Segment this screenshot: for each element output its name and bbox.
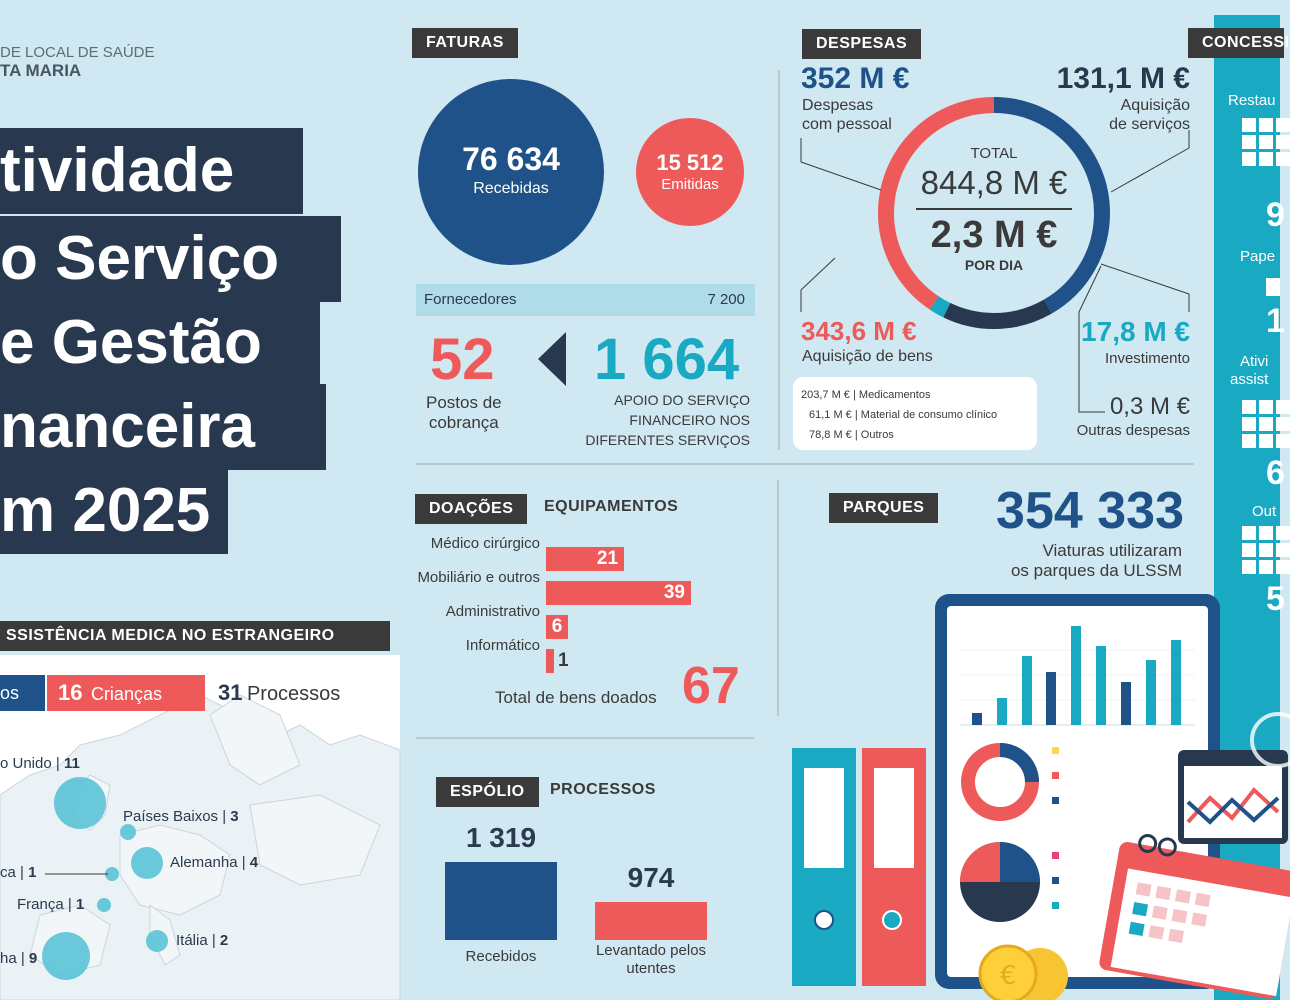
breakdown-label: Outros: [860, 429, 894, 441]
apoio-label: [560, 390, 750, 450]
title-line-5: m 2025: [0, 468, 228, 554]
country-value: 1: [28, 864, 37, 881]
doacao-value: 39: [663, 582, 685, 603]
levantado-value: 974: [627, 862, 675, 894]
processos-number: 31: [218, 680, 243, 705]
levantado-label-2: utentes: [626, 960, 676, 977]
concessoes-tag: CONCESSI: [1188, 28, 1284, 58]
criancas-box: [47, 675, 205, 711]
criancas-number: 16: [58, 680, 83, 705]
concessao-label-2: Pape: [1240, 248, 1276, 265]
breakdown-value: 203,7 M €: [801, 389, 850, 401]
breakdown-row: 78,8 M € | Outros: [809, 429, 894, 441]
breakdown-value: 61,1 M €: [809, 409, 852, 421]
per-day-label: POR DIA: [964, 257, 1024, 273]
doacao-label: Administrativo: [445, 603, 540, 620]
servicos-value: 131,1 M €: [1056, 62, 1190, 95]
svg-text:€: €: [1000, 961, 1017, 991]
country-value: 1: [75, 896, 85, 913]
apoio-label-1: APOIO DO SERVIÇO: [614, 392, 750, 408]
doacoes-chart: [390, 532, 730, 672]
netherlands-bubble: [120, 824, 136, 840]
country-label-it: [176, 932, 228, 949]
parques-tag: PARQUES: [829, 493, 938, 523]
bens-label: Aquisição de bens: [802, 348, 933, 365]
breakdown-value: 78,8 M €: [809, 429, 852, 441]
outras-label: Outras despesas: [1076, 422, 1190, 439]
france-bubble: [97, 898, 111, 912]
pessoal-label-1: Despesas: [802, 97, 874, 114]
arrow-left-icon: [538, 332, 566, 386]
country-label-be: [0, 864, 36, 881]
espolio-chart: [430, 820, 730, 990]
doacao-label: Informático: [465, 637, 540, 654]
country-name: ha |: [0, 950, 29, 967]
recebidas-circle: [418, 79, 604, 265]
apoio-number: 1 664: [594, 327, 740, 392]
total-bens-label: Total de bens doados: [495, 688, 657, 707]
assistencia-tag: SSISTÊNCIA MEDICA NO ESTRANGEIRO: [0, 621, 390, 651]
recebidas-number: 76 634: [462, 141, 560, 177]
concessao-label-3b: assist: [1230, 371, 1269, 388]
postos-label-2: cobrança: [428, 413, 499, 432]
apoio-label-3: DIFERENTES SERVIÇOS: [585, 432, 750, 448]
recebidas-label: Recebidas: [473, 180, 549, 197]
pessoal-label-2: com pessoal: [802, 116, 892, 133]
parques-label-1: Viaturas utilizaram: [1042, 541, 1182, 560]
country-name: Alemanha |: [170, 854, 250, 871]
country-label-fr: [17, 896, 84, 913]
parques-value: 354 333: [996, 482, 1184, 540]
servicos-label-2: de serviços: [1109, 116, 1190, 133]
concessao-label-1: Restau: [1228, 92, 1276, 109]
org-line-2: TA MARIA: [0, 61, 82, 80]
country-value: 4: [249, 854, 259, 871]
total-label: TOTAL: [970, 145, 1018, 162]
org-name: [0, 44, 155, 80]
criancas-label: Crianças: [90, 684, 162, 704]
adultos-label: os: [0, 683, 20, 703]
investimento-value: 17,8 M €: [1081, 316, 1190, 347]
country-value: 9: [28, 950, 38, 967]
apoio-label-2: FINANCEIRO NOS: [629, 412, 750, 428]
breakdown-row: 203,7 M € | Medicamentos: [801, 389, 931, 401]
papelaria-icon: [1266, 278, 1280, 296]
investimento-label: Investimento: [1104, 350, 1190, 367]
emitidas-label: Emitidas: [661, 176, 719, 193]
doacao-bar: [546, 649, 554, 673]
title-line-4: nanceira: [0, 384, 326, 470]
espolio-tag: ESPÓLIO: [436, 777, 539, 807]
org-line-1: DE LOCAL DE SAÚDE: [0, 44, 155, 61]
country-name: Países Baixos |: [123, 808, 231, 825]
parques-label: [960, 541, 1182, 581]
levantado-label: [580, 942, 722, 978]
doacao-value: 21: [596, 548, 619, 569]
concessao-label-3: [1230, 353, 1269, 389]
bens-value: 343,6 M €: [801, 316, 917, 346]
country-name: o Unido |: [0, 755, 64, 772]
doacao-value: 1: [558, 650, 569, 671]
servicos-label: [1040, 96, 1190, 134]
pessoal-value: 352 M €: [801, 62, 910, 95]
processos-subtag: PROCESSOS: [550, 781, 656, 798]
italy-bubble: [146, 930, 168, 952]
breakdown-row: 61,1 M € | Material de consumo clínico: [809, 409, 998, 421]
concessao-value-3: 6: [1266, 454, 1285, 492]
outras-value: 0,3 M €: [1109, 393, 1190, 420]
separator-vertical-top: [778, 70, 780, 450]
country-label-es: [0, 950, 37, 967]
postos-label: [426, 393, 502, 433]
country-value: 11: [63, 755, 80, 772]
total-value: 844,8 M €: [920, 164, 1068, 201]
outros-grid-icon: [1242, 526, 1290, 574]
equipamentos-subtag: EQUIPAMENTOS: [544, 498, 679, 515]
country-name: França |: [17, 896, 76, 913]
separator-horizontal-low: [416, 737, 754, 739]
emitidas-number: 15 512: [656, 150, 724, 175]
total-bens-value: 67: [682, 657, 740, 715]
doacao-value: 6: [551, 616, 563, 637]
breakdown-label: Medicamentos: [858, 389, 931, 401]
country-label-nl: [123, 808, 239, 825]
emitidas-circle: [636, 118, 744, 226]
finance-illustration: [790, 590, 1280, 1000]
processos-count: [218, 677, 340, 712]
atividades-grid-icon: [1242, 400, 1290, 448]
title-line-2: o Serviço: [0, 216, 341, 302]
faturas-tag: FATURAS: [412, 28, 518, 58]
title-line-1: tividade: [0, 128, 303, 214]
germany-bubble: [131, 847, 163, 879]
concessao-value-2: 1: [1266, 302, 1285, 340]
fornecedores-value: 7 200: [707, 291, 745, 308]
concessao-label-3a: Ativi: [1240, 353, 1269, 370]
recebidos-value: 1 319: [465, 822, 537, 853]
fornecedores-bar: [416, 284, 755, 316]
levantado-bar: [595, 902, 707, 940]
per-day-value: 2,3 M €: [930, 214, 1058, 256]
country-value: 3: [230, 808, 239, 825]
uk-bubble: [54, 777, 106, 829]
concessao-label-4: Out: [1252, 503, 1277, 520]
concessao-value-4: 5: [1266, 580, 1285, 618]
country-name: Itália |: [176, 932, 220, 949]
fornecedores-label: Fornecedores: [424, 291, 517, 308]
processos-label: Processos: [246, 683, 341, 705]
spain-bubble: [42, 932, 90, 980]
doacoes-tag: DOAÇÕES: [415, 494, 527, 524]
country-name: ca |: [0, 864, 29, 881]
levantado-label-1: Levantado pelos: [595, 942, 707, 959]
despesas-tag: DESPESAS: [802, 29, 921, 59]
separator-vertical-mid: [777, 480, 779, 716]
recebidos-label: Recebidos: [465, 948, 537, 965]
servicos-label-1: Aquisição: [1120, 97, 1190, 114]
adultos-box: [0, 675, 45, 711]
assistencia-panel: [0, 655, 400, 1000]
title-line-3: e Gestão: [0, 300, 320, 386]
country-label-uk: [0, 755, 80, 772]
country-value: 2: [219, 932, 229, 949]
postos-label-1: Postos de: [426, 393, 502, 412]
recebidos-bar: [445, 862, 557, 940]
country-label-de: [170, 854, 258, 871]
restaurant-grid-icon: [1242, 118, 1290, 166]
doacao-label: Mobiliário e outros: [417, 569, 540, 586]
pessoal-label: [802, 96, 892, 134]
doacao-label: Médico cirúrgico: [430, 535, 540, 552]
parques-label-2: os parques da ULSSM: [1010, 561, 1182, 580]
concessao-value-1: 9: [1266, 196, 1285, 234]
bens-breakdown-box: [793, 377, 1037, 450]
breakdown-label: Material de consumo clínico: [860, 409, 998, 421]
postos-number: 52: [430, 327, 495, 392]
